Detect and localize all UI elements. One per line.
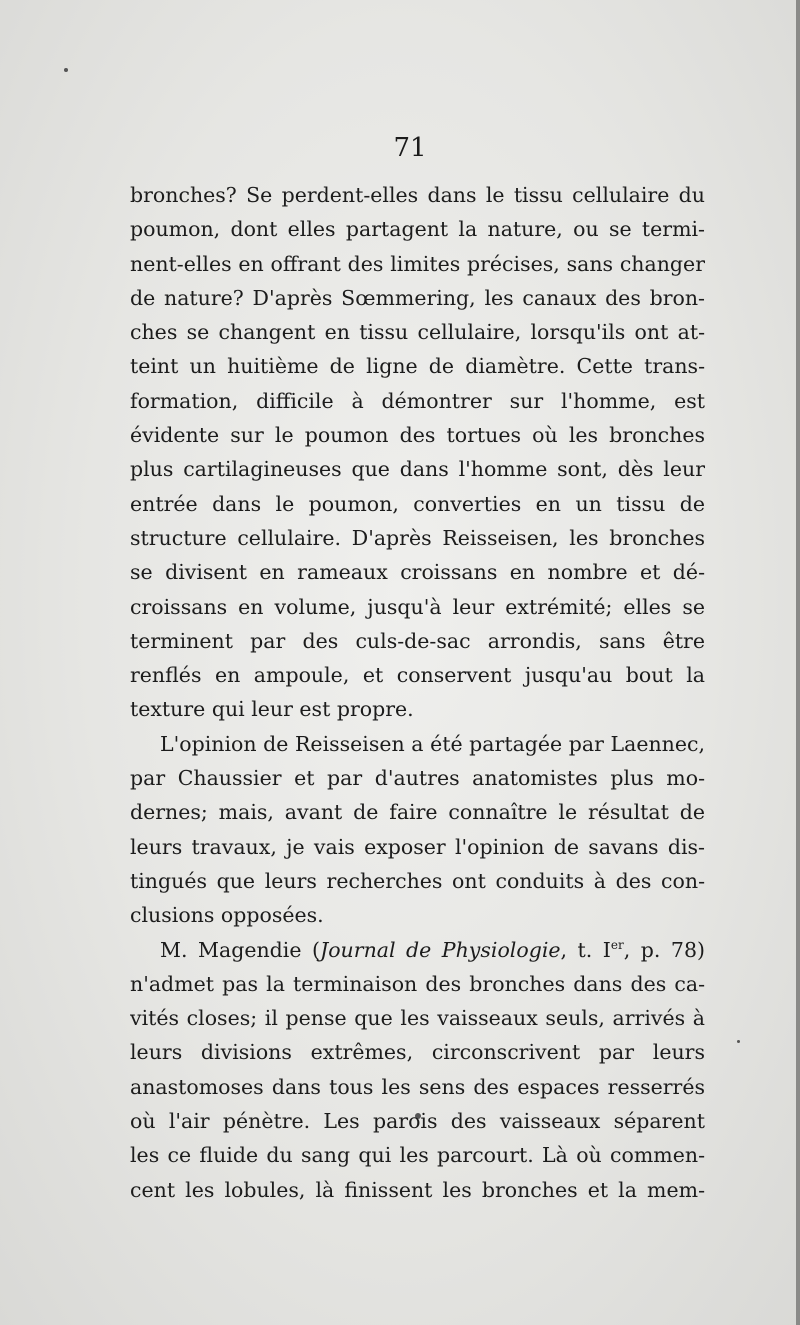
text-line: vités closes; il pense que les vaisseaux seuls, arrivés à <box>130 1006 705 1031</box>
text-line: leurs travaux, je vais exposer l'opinion de savans dis- <box>130 834 705 859</box>
text-line: formation, difficile à démontrer sur l'homme, est <box>130 388 705 413</box>
text-line: bronches? Se perdent-elles dans le tissu cellulaire du <box>130 183 705 207</box>
body-text <box>130 178 705 1207</box>
text-line: poumon, dont elles partagent la nature, ou se termi- <box>130 217 705 242</box>
text-line: croissans en volume, jusqu'à leur extrémité; elles se <box>130 594 705 619</box>
page-edge-shadow <box>796 0 800 1325</box>
text-line: leurs divisions extrêmes, circonscrivent par leurs <box>130 1040 705 1065</box>
text-line: les ce fluide du sang qui les parcourt. Là où commen- <box>130 1143 705 1168</box>
text-line: se divisent en rameaux croissans en nombre et dé- <box>130 560 705 585</box>
text-line: entrée dans le poumon, converties en un tissu de <box>130 491 705 516</box>
text-line: renflés en ampoule, et conservent jusqu'au bout la <box>130 663 705 688</box>
citation-superscript: er <box>610 937 624 952</box>
citation-prefix: M. Magendie ( <box>160 937 320 962</box>
text-line: ches se changent en tissu cellulaire, lorsqu'ils ont at- <box>130 320 705 345</box>
text-line: anastomoses dans tous les sens des espaces resserrés <box>130 1074 705 1099</box>
text-line <box>130 933 705 967</box>
paper-speck <box>64 68 68 72</box>
text-line: structure cellulaire. D'après Reisseisen, les bronches <box>130 525 705 550</box>
text-line: tingués que leurs recherches ont conduits à des con- <box>130 868 705 893</box>
text-line: plus cartilagineuses que dans l'homme sont, dès leur <box>130 457 705 482</box>
text-line: L'opinion de Reisseisen a été partagée par Laennec, <box>160 731 705 756</box>
citation-page: , p. 78) <box>623 937 705 962</box>
text-line: nent-elles en offrant des limites précises, sans changer <box>130 251 705 276</box>
paragraph-1 <box>130 178 705 727</box>
paragraph-2 <box>130 727 705 933</box>
text-line: évidente sur le poumon des tortues où les bronches <box>130 423 705 448</box>
paragraph-3 <box>130 933 705 1207</box>
citation-volume: , t. I <box>560 937 611 962</box>
text-line: terminent par des culs-de-sac arrondis, sans être <box>130 628 705 653</box>
journal-title: Journal de Physiologie <box>320 937 561 962</box>
text-line: teint un huitième de ligne de diamètre. Cette trans- <box>130 354 705 379</box>
text-line: par Chaussier et par d'autres anatomistes plus mo- <box>130 766 705 791</box>
text-line: où l'air pénètre. Les parois des vaisseaux séparent <box>130 1109 705 1134</box>
text-line: n'admet pas la terminaison des bronches dans des ca- <box>130 971 705 996</box>
paper-speck <box>737 1040 740 1043</box>
text-line: clusions opposées. <box>130 903 324 928</box>
text-line: dernes; mais, avant de faire connaître le résultat de <box>130 800 705 825</box>
page-number: 71 <box>393 133 427 163</box>
text-line: cent les lobules, là finissent les bronches et la mem- <box>130 1177 705 1202</box>
text-line: texture qui leur est propre. <box>130 697 414 722</box>
text-line: de nature? D'après Sœmmering, les canaux des bron- <box>130 285 705 310</box>
